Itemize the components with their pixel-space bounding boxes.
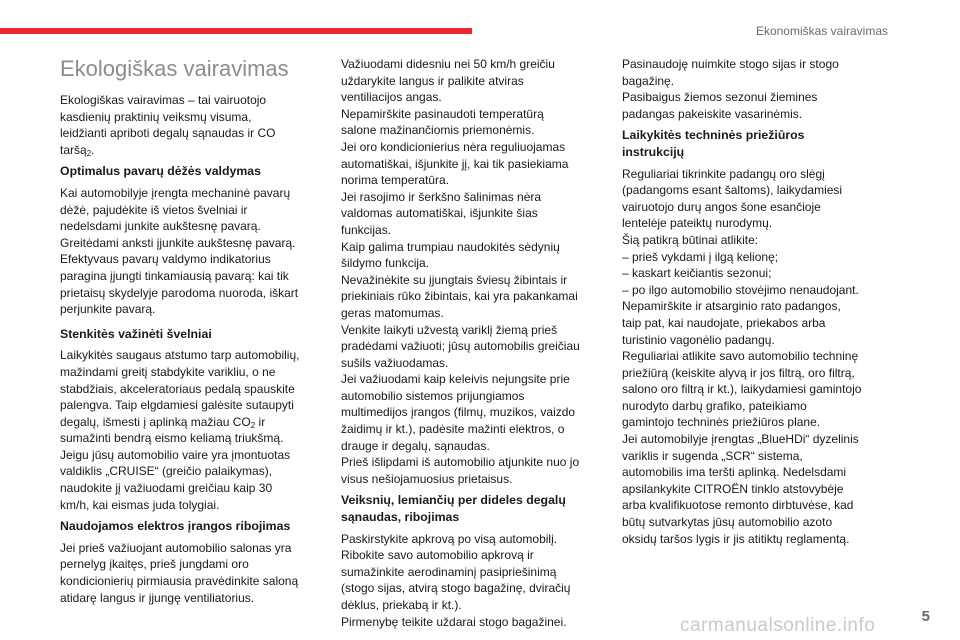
page-number: 5 (921, 608, 930, 625)
heading-electrical: Naudojamos elektros įrangos ribojimas (60, 519, 291, 534)
heading-maintenance: Laikykitės techninės priežiūros instrukcijų (622, 128, 805, 159)
paragraph-load: Paskirstykite apkrovą po visą automobilį. Ribokite savo automobilio apkrovą ir sumažinkite aerodinaminį pasipriešinimą (stogo sijas, atvirą stogo bagažinę, dviračių dėklus, priekabą ir kt.). Pirmenybę teikite uždarai stogo bagažinei. (341, 531, 571, 629)
intro-end: . (91, 142, 95, 157)
column-2 (341, 56, 581, 630)
paragraph-electrical: Jei prieš važiuojant automobilio salonas yra pernelyg įkaitęs, prieš jungdami oro kondicionierių pirmiausia pravėdinkite saloną atidarę langus ir įjungę ventiliatorius. (60, 540, 299, 605)
heading-smooth-driving: Stenkitės važinėti švelniai (60, 326, 212, 341)
smooth-text-b: ir sumažinti bendrą eismo keliamą triukšmą. Jeigu jūsų automobilio vaire yra įmontuotas valdiklis „CRUISE“ (greičio palaikymas), naudokite jį važiuodami greičiau kaip 30 km/h, kai eismas juda tolygiai. (60, 414, 291, 512)
column-1 (60, 56, 300, 606)
smooth-subscript: 2 (250, 420, 256, 430)
heading-load: Veiksnių, lemiančių per dideles degalų sąnaudas, ribojimas (341, 493, 566, 525)
paragraph-gearbox: Kai automobilyje įrengta mechaninė pavarų dėžė, pajudėkite iš vietos švelniai ir nedelsdami junkite aukštesnę pavarą. Greitėdami anksti įjunkite aukštesnę pavarą. Efektyvaus pavarų valdymo indikatorius paragina įjungti tinkamiausią pavarą: kai tik prietaisų skydelyje parodoma nuoroda, iškart perjunkite pavarą. (60, 185, 299, 317)
smooth-text-a: Laikykitės saugaus atstumo tarp automobilių, mažindami greitį stabdykite varikliu, o ne stabdžiais, akceleratoriaus pedalą spauskite palengva. Taip elgdamiesi galėsite sutaupyti degalų, išmesti į aplinką mažiau CO (60, 348, 300, 429)
watermark: carmanualsonline.info (680, 615, 876, 636)
header-accent-bar (0, 28, 472, 34)
paragraph-maintenance: Reguliariai tikrinkite padangų oro slėgį (padangoms esant šaltoms), laikydamiesi vairuotojo durų angos šone esančioje lentelėje pateiktų nurodymų. Šią patikrą būtinai atlikite: – prieš vykdami į ilgą kelionę; – kaskart keičiantis sezonui; – po ilgo automobilio stovėjimo nenaudojant. Nepamirškite ir atsarginio rato padangos, taip pat, kai naudojate, priekabos arba turistinio vagonėlio padangų. Reguliariai atlikite savo automobilio techninę priežiūrą (keiskite alyvą ir jos filtrą, oro filtrą, salono oro filtrą ir kt.), laikydamiesi gamintojo nurodyto darbų grafiko, pateikiamo gamintojo techninės priežiūros plane. Jei automobilyje įrengtas „BlueHDi“ dyzelinis variklis ir sugenda „SCR“ sistema, automobilis ima teršti aplinką. Nedelsdami apsilankykite CITROËN tinklo atstovybėje arba kvalifikuotose remonto dirbtuvėse, kad būtų sutvarkytas jūsų automobilio azoto oksidų taršos lygis ir jis atitiktų reglamentą. (622, 166, 862, 546)
intro-text: Ekologiškas vairavimas – tai vairuotojo kasdienių praktinių veiksmų visuma, leidžianti apriboti degalų sąnaudas ir CO taršą (60, 93, 276, 157)
intro-subscript: 2 (86, 148, 92, 158)
paragraph-electrical-cont: Važiuodami didesniu nei 50 km/h greičiu uždarykite langus ir palikite atviras ventiliacijos angas. Nepamirškite pasinaudoti temperatūrą salone mažinančiomis priemonėmis. Jei oro kondicionierius nėra reguliuojamas automatiškai, išjunkite jį, kai tik pasiekiama norima temperatūra. Jei rasojimo ir šerkšno šalinimas nėra valdomas automatiškai, išjunkite šias funkcijas. Kaip galima trumpiau naudokitės sėdynių šildymo funkcija. Nevažinėkite su įjungtais šviesų žibintais ir priekiniais rūko žibintais, kai yra pakankamai geras matomumas. Venkite laikyti užvestą variklį žiemą prieš pradėdami važiuoti; jūsų automobilis greičiau sušils važiuodamas. Jei važiuodami kaip keleivis nejungsite prie automobilio sistemos prijungiamos multimedijos įrangos (filmų, muzikos, vaizdo žaidimų ir kt.), padėsite mažinti elektros, o drauge ir degalų, sąnaudas. Prieš išlipdami iš automobilio atjunkite nuo jo visus nešiojamuosius prietaisus. (341, 57, 580, 486)
intro-paragraph (60, 92, 300, 158)
page-title: Ekologiškas vairavimas (60, 56, 289, 81)
column-3 (622, 56, 862, 547)
section-title: Ekonomiškas vairavimas (755, 24, 888, 38)
heading-gearbox: Optimalus pavarų dėžės valdymas (60, 164, 261, 179)
paragraph-smooth-driving (60, 347, 300, 513)
paragraph-roof: Pasinaudoję nuimkite stogo sijas ir stogo bagažinę. Pasibaigus žiemos sezonui žiemines padangas pakeiskite vasarinėmis. (622, 57, 839, 121)
